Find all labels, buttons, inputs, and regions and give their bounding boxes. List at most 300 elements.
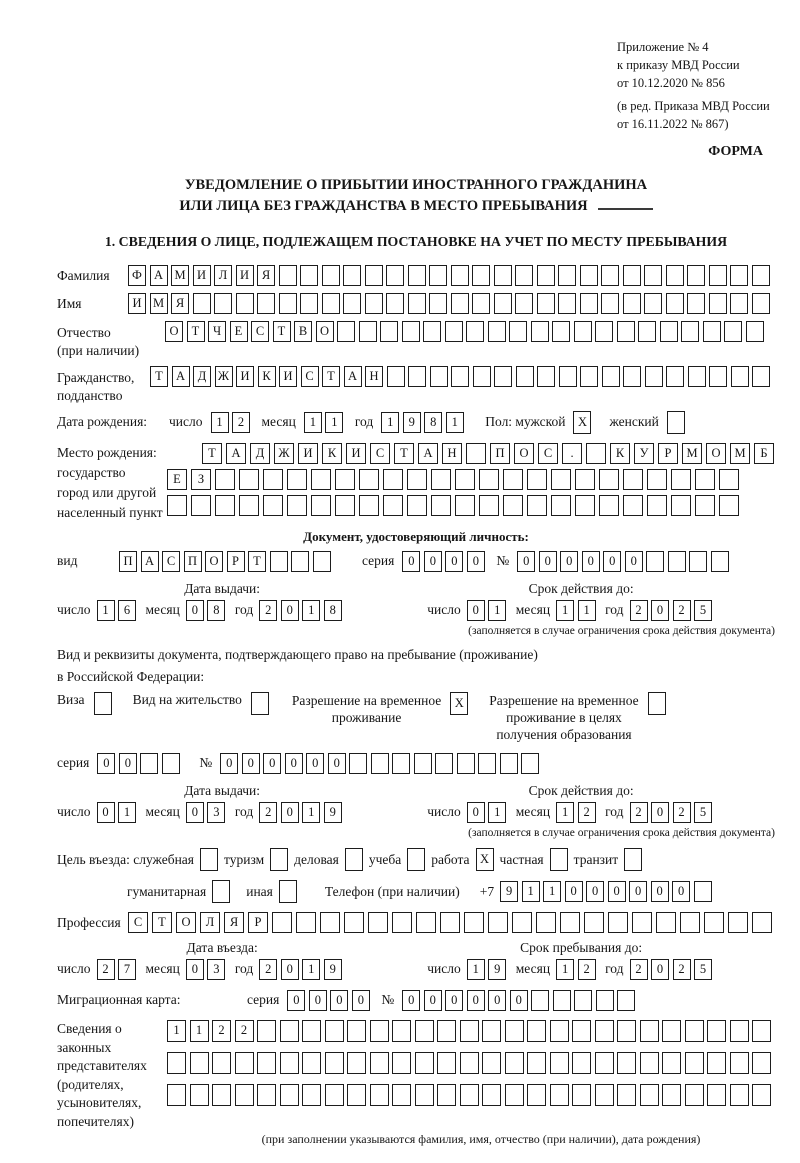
form-cell[interactable] bbox=[280, 1020, 299, 1042]
form-cell[interactable] bbox=[429, 293, 447, 314]
form-cell[interactable] bbox=[335, 469, 355, 490]
form-cell[interactable]: 0 bbox=[263, 753, 281, 774]
form-cell[interactable] bbox=[719, 495, 739, 516]
form-cell[interactable] bbox=[451, 265, 469, 286]
form-cell[interactable] bbox=[668, 551, 686, 572]
form-cell[interactable]: 1 bbox=[488, 802, 506, 823]
form-cell[interactable]: 2 bbox=[630, 802, 648, 823]
form-cell[interactable] bbox=[645, 366, 663, 387]
form-cell[interactable] bbox=[466, 321, 484, 342]
form-cell[interactable]: А bbox=[172, 366, 190, 387]
form-cell[interactable] bbox=[430, 366, 448, 387]
form-cell[interactable] bbox=[752, 1052, 771, 1074]
form-cell[interactable] bbox=[752, 366, 770, 387]
form-cell[interactable]: 0 bbox=[608, 881, 626, 902]
official-checkbox[interactable] bbox=[200, 848, 218, 871]
form-cell[interactable] bbox=[280, 1052, 299, 1074]
form-cell[interactable] bbox=[325, 1052, 344, 1074]
form-cell[interactable]: 0 bbox=[582, 551, 600, 572]
form-cell[interactable] bbox=[415, 1084, 434, 1106]
form-cell[interactable]: 0 bbox=[352, 990, 370, 1011]
form-cell[interactable] bbox=[617, 1084, 636, 1106]
form-cell[interactable] bbox=[730, 1084, 749, 1106]
form-cell[interactable]: 2 bbox=[673, 802, 691, 823]
form-cell[interactable]: Я bbox=[257, 265, 275, 286]
form-cell[interactable] bbox=[574, 990, 592, 1011]
form-cell[interactable] bbox=[167, 1084, 186, 1106]
form-cell[interactable]: 2 bbox=[630, 959, 648, 980]
form-cell[interactable] bbox=[270, 848, 288, 871]
form-cell[interactable] bbox=[695, 495, 715, 516]
form-cell[interactable]: 1 bbox=[446, 412, 464, 433]
form-cell[interactable]: 9 bbox=[500, 881, 518, 902]
form-cell[interactable]: 8 bbox=[324, 600, 342, 621]
form-cell[interactable] bbox=[752, 1020, 771, 1042]
form-cell[interactable] bbox=[473, 366, 491, 387]
form-cell[interactable] bbox=[509, 321, 527, 342]
form-cell[interactable] bbox=[580, 265, 598, 286]
form-cell[interactable]: 0 bbox=[560, 551, 578, 572]
form-cell[interactable] bbox=[551, 495, 571, 516]
form-cell[interactable] bbox=[437, 1052, 456, 1074]
form-cell[interactable]: П bbox=[119, 551, 137, 572]
form-cell[interactable] bbox=[666, 366, 684, 387]
form-cell[interactable] bbox=[408, 366, 426, 387]
form-cell[interactable]: 1 bbox=[578, 600, 596, 621]
form-cell[interactable]: 5 bbox=[694, 959, 712, 980]
form-cell[interactable] bbox=[429, 265, 447, 286]
form-cell[interactable] bbox=[494, 265, 512, 286]
form-cell[interactable]: Я bbox=[224, 912, 244, 933]
form-cell[interactable] bbox=[335, 495, 355, 516]
form-cell[interactable]: 0 bbox=[309, 990, 327, 1011]
form-cell[interactable]: М bbox=[171, 265, 189, 286]
form-cell[interactable] bbox=[644, 265, 662, 286]
temp-residence-checkbox[interactable] bbox=[450, 692, 468, 715]
form-cell[interactable] bbox=[695, 469, 715, 490]
form-cell[interactable]: 1 bbox=[522, 881, 540, 902]
form-cell[interactable]: 9 bbox=[324, 959, 342, 980]
form-cell[interactable]: О bbox=[514, 443, 534, 464]
form-cell[interactable] bbox=[494, 293, 512, 314]
form-cell[interactable] bbox=[646, 551, 664, 572]
form-cell[interactable] bbox=[313, 551, 331, 572]
form-cell[interactable]: 0 bbox=[424, 551, 442, 572]
form-cell[interactable] bbox=[322, 265, 340, 286]
form-cell[interactable] bbox=[730, 1052, 749, 1074]
form-cell[interactable]: 0 bbox=[186, 959, 204, 980]
form-cell[interactable] bbox=[527, 1084, 546, 1106]
form-cell[interactable]: 0 bbox=[281, 802, 299, 823]
form-cell[interactable] bbox=[482, 1020, 501, 1042]
form-cell[interactable] bbox=[472, 293, 490, 314]
form-cell[interactable] bbox=[257, 1084, 276, 1106]
form-cell[interactable]: X bbox=[450, 692, 468, 715]
form-cell[interactable] bbox=[559, 366, 577, 387]
form-cell[interactable]: . bbox=[562, 443, 582, 464]
form-cell[interactable]: 0 bbox=[119, 753, 137, 774]
form-cell[interactable]: И bbox=[279, 366, 297, 387]
form-cell[interactable] bbox=[435, 753, 453, 774]
form-cell[interactable] bbox=[311, 495, 331, 516]
form-cell[interactable] bbox=[730, 265, 748, 286]
form-cell[interactable] bbox=[445, 321, 463, 342]
form-cell[interactable] bbox=[392, 912, 412, 933]
form-cell[interactable] bbox=[531, 990, 549, 1011]
form-cell[interactable]: А bbox=[418, 443, 438, 464]
form-cell[interactable]: И bbox=[236, 366, 254, 387]
form-cell[interactable] bbox=[466, 443, 486, 464]
form-cell[interactable]: 2 bbox=[578, 959, 596, 980]
form-cell[interactable]: 1 bbox=[556, 600, 574, 621]
form-cell[interactable] bbox=[368, 912, 388, 933]
form-cell[interactable]: 0 bbox=[306, 753, 324, 774]
form-cell[interactable] bbox=[215, 495, 235, 516]
form-cell[interactable]: Ч bbox=[208, 321, 226, 342]
form-cell[interactable] bbox=[392, 1084, 411, 1106]
form-cell[interactable] bbox=[648, 692, 666, 715]
form-cell[interactable]: 2 bbox=[673, 959, 691, 980]
form-cell[interactable] bbox=[383, 495, 403, 516]
form-cell[interactable]: 1 bbox=[325, 412, 343, 433]
form-cell[interactable] bbox=[572, 1084, 591, 1106]
form-cell[interactable]: 1 bbox=[556, 959, 574, 980]
form-cell[interactable]: 3 bbox=[207, 802, 225, 823]
form-cell[interactable] bbox=[370, 1020, 389, 1042]
male-checkbox[interactable] bbox=[573, 411, 591, 434]
form-cell[interactable]: Т bbox=[273, 321, 291, 342]
form-cell[interactable]: 0 bbox=[510, 990, 528, 1011]
form-cell[interactable]: 0 bbox=[424, 990, 442, 1011]
form-cell[interactable] bbox=[527, 1052, 546, 1074]
form-cell[interactable] bbox=[599, 469, 619, 490]
form-cell[interactable] bbox=[584, 912, 604, 933]
form-cell[interactable]: 0 bbox=[97, 802, 115, 823]
form-cell[interactable]: Ж bbox=[274, 443, 294, 464]
form-cell[interactable] bbox=[599, 495, 619, 516]
form-cell[interactable] bbox=[494, 366, 512, 387]
residence-permit-checkbox[interactable] bbox=[251, 692, 269, 715]
form-cell[interactable]: М bbox=[682, 443, 702, 464]
form-cell[interactable]: 6 bbox=[118, 600, 136, 621]
form-cell[interactable] bbox=[688, 366, 706, 387]
form-cell[interactable]: 0 bbox=[402, 551, 420, 572]
form-cell[interactable]: 1 bbox=[211, 412, 229, 433]
form-cell[interactable] bbox=[191, 495, 211, 516]
form-cell[interactable]: Н bbox=[442, 443, 462, 464]
form-cell[interactable] bbox=[190, 1084, 209, 1106]
form-cell[interactable]: С bbox=[162, 551, 180, 572]
form-cell[interactable] bbox=[423, 321, 441, 342]
form-cell[interactable] bbox=[235, 1052, 254, 1074]
form-cell[interactable]: 1 bbox=[302, 802, 320, 823]
form-cell[interactable]: 1 bbox=[467, 959, 485, 980]
form-cell[interactable] bbox=[431, 495, 451, 516]
form-cell[interactable] bbox=[272, 912, 292, 933]
form-cell[interactable]: С bbox=[301, 366, 319, 387]
form-cell[interactable]: Ф bbox=[128, 265, 146, 286]
form-cell[interactable] bbox=[344, 912, 364, 933]
form-cell[interactable] bbox=[580, 366, 598, 387]
form-cell[interactable] bbox=[730, 1020, 749, 1042]
form-cell[interactable] bbox=[601, 265, 619, 286]
form-cell[interactable]: Л bbox=[200, 912, 220, 933]
form-cell[interactable] bbox=[666, 293, 684, 314]
form-cell[interactable]: Т bbox=[187, 321, 205, 342]
form-cell[interactable] bbox=[662, 1052, 681, 1074]
form-cell[interactable] bbox=[343, 265, 361, 286]
form-cell[interactable] bbox=[408, 265, 426, 286]
form-cell[interactable] bbox=[624, 848, 642, 871]
business-checkbox[interactable] bbox=[345, 848, 363, 871]
form-cell[interactable] bbox=[415, 1052, 434, 1074]
form-cell[interactable] bbox=[602, 366, 620, 387]
form-cell[interactable] bbox=[455, 469, 475, 490]
form-cell[interactable]: Л bbox=[214, 265, 232, 286]
form-cell[interactable] bbox=[460, 1084, 479, 1106]
form-cell[interactable] bbox=[455, 495, 475, 516]
form-cell[interactable] bbox=[257, 293, 275, 314]
form-cell[interactable]: Т bbox=[152, 912, 172, 933]
form-cell[interactable] bbox=[167, 495, 187, 516]
form-cell[interactable] bbox=[402, 321, 420, 342]
form-cell[interactable] bbox=[596, 990, 614, 1011]
form-cell[interactable]: 1 bbox=[304, 412, 322, 433]
form-cell[interactable] bbox=[167, 1052, 186, 1074]
form-cell[interactable] bbox=[731, 366, 749, 387]
form-cell[interactable] bbox=[512, 912, 532, 933]
form-cell[interactable]: И bbox=[298, 443, 318, 464]
form-cell[interactable]: П bbox=[490, 443, 510, 464]
form-cell[interactable]: 0 bbox=[97, 753, 115, 774]
form-cell[interactable] bbox=[347, 1052, 366, 1074]
transit-checkbox[interactable] bbox=[624, 848, 642, 871]
form-cell[interactable]: 1 bbox=[118, 802, 136, 823]
form-cell[interactable] bbox=[671, 469, 691, 490]
form-cell[interactable] bbox=[279, 293, 297, 314]
form-cell[interactable] bbox=[190, 1052, 209, 1074]
study-checkbox[interactable] bbox=[407, 848, 425, 871]
form-cell[interactable]: 0 bbox=[651, 802, 669, 823]
form-cell[interactable] bbox=[464, 912, 484, 933]
form-cell[interactable]: У bbox=[634, 443, 654, 464]
form-cell[interactable]: 8 bbox=[424, 412, 442, 433]
form-cell[interactable] bbox=[500, 753, 518, 774]
form-cell[interactable]: И bbox=[236, 265, 254, 286]
form-cell[interactable] bbox=[380, 321, 398, 342]
form-cell[interactable]: О bbox=[165, 321, 183, 342]
form-cell[interactable]: 0 bbox=[586, 881, 604, 902]
form-cell[interactable] bbox=[711, 551, 729, 572]
form-cell[interactable] bbox=[689, 551, 707, 572]
form-cell[interactable]: X bbox=[573, 411, 591, 434]
form-cell[interactable] bbox=[370, 1084, 389, 1106]
form-cell[interactable] bbox=[660, 321, 678, 342]
form-cell[interactable] bbox=[505, 1084, 524, 1106]
form-cell[interactable] bbox=[601, 293, 619, 314]
form-cell[interactable]: 0 bbox=[242, 753, 260, 774]
form-cell[interactable]: Н bbox=[365, 366, 383, 387]
form-cell[interactable] bbox=[572, 1052, 591, 1074]
form-cell[interactable] bbox=[140, 753, 158, 774]
form-cell[interactable]: 1 bbox=[167, 1020, 186, 1042]
form-cell[interactable] bbox=[263, 495, 283, 516]
form-cell[interactable] bbox=[550, 1020, 569, 1042]
form-cell[interactable] bbox=[263, 469, 283, 490]
form-cell[interactable]: З bbox=[191, 469, 211, 490]
form-cell[interactable] bbox=[505, 1052, 524, 1074]
form-cell[interactable]: 0 bbox=[539, 551, 557, 572]
form-cell[interactable] bbox=[752, 293, 770, 314]
form-cell[interactable]: Ж bbox=[215, 366, 233, 387]
form-cell[interactable]: 0 bbox=[330, 990, 348, 1011]
form-cell[interactable]: 0 bbox=[281, 959, 299, 980]
form-cell[interactable]: 0 bbox=[186, 802, 204, 823]
form-cell[interactable]: Д bbox=[193, 366, 211, 387]
form-cell[interactable]: 1 bbox=[302, 600, 320, 621]
form-cell[interactable] bbox=[416, 912, 436, 933]
form-cell[interactable] bbox=[632, 912, 652, 933]
form-cell[interactable] bbox=[515, 293, 533, 314]
form-cell[interactable] bbox=[392, 1020, 411, 1042]
form-cell[interactable] bbox=[527, 495, 547, 516]
form-cell[interactable]: 1 bbox=[190, 1020, 209, 1042]
form-cell[interactable] bbox=[527, 1020, 546, 1042]
form-cell[interactable]: 2 bbox=[97, 959, 115, 980]
form-cell[interactable] bbox=[694, 881, 712, 902]
form-cell[interactable]: Т bbox=[394, 443, 414, 464]
form-cell[interactable] bbox=[623, 265, 641, 286]
form-cell[interactable]: 5 bbox=[694, 600, 712, 621]
form-cell[interactable] bbox=[451, 293, 469, 314]
form-cell[interactable] bbox=[359, 321, 377, 342]
form-cell[interactable] bbox=[212, 1084, 231, 1106]
form-cell[interactable]: 0 bbox=[651, 881, 669, 902]
form-cell[interactable] bbox=[680, 912, 700, 933]
form-cell[interactable] bbox=[575, 495, 595, 516]
form-cell[interactable] bbox=[270, 551, 288, 572]
form-cell[interactable] bbox=[408, 293, 426, 314]
form-cell[interactable] bbox=[200, 848, 218, 871]
form-cell[interactable] bbox=[359, 495, 379, 516]
form-cell[interactable] bbox=[257, 1020, 276, 1042]
form-cell[interactable] bbox=[302, 1020, 321, 1042]
form-cell[interactable] bbox=[671, 495, 691, 516]
form-cell[interactable] bbox=[347, 1084, 366, 1106]
form-cell[interactable] bbox=[280, 1084, 299, 1106]
form-cell[interactable]: 0 bbox=[445, 990, 463, 1011]
form-cell[interactable]: 0 bbox=[445, 551, 463, 572]
form-cell[interactable] bbox=[685, 1052, 704, 1074]
form-cell[interactable] bbox=[479, 495, 499, 516]
form-cell[interactable]: 2 bbox=[259, 802, 277, 823]
form-cell[interactable]: Т bbox=[248, 551, 266, 572]
form-cell[interactable] bbox=[365, 293, 383, 314]
form-cell[interactable] bbox=[730, 293, 748, 314]
form-cell[interactable] bbox=[407, 469, 427, 490]
form-cell[interactable] bbox=[347, 1020, 366, 1042]
form-cell[interactable] bbox=[345, 848, 363, 871]
form-cell[interactable] bbox=[550, 1052, 569, 1074]
form-cell[interactable] bbox=[638, 321, 656, 342]
form-cell[interactable] bbox=[709, 265, 727, 286]
form-cell[interactable]: Е bbox=[167, 469, 187, 490]
form-cell[interactable] bbox=[709, 366, 727, 387]
form-cell[interactable] bbox=[687, 293, 705, 314]
form-cell[interactable] bbox=[482, 1052, 501, 1074]
form-cell[interactable] bbox=[527, 469, 547, 490]
form-cell[interactable] bbox=[617, 1020, 636, 1042]
form-cell[interactable]: Д bbox=[250, 443, 270, 464]
form-cell[interactable]: 5 bbox=[694, 802, 712, 823]
form-cell[interactable] bbox=[457, 753, 475, 774]
form-cell[interactable] bbox=[279, 880, 297, 903]
form-cell[interactable] bbox=[595, 1084, 614, 1106]
form-cell[interactable] bbox=[623, 495, 643, 516]
form-cell[interactable] bbox=[550, 848, 568, 871]
form-cell[interactable] bbox=[239, 495, 259, 516]
form-cell[interactable]: А bbox=[141, 551, 159, 572]
form-cell[interactable] bbox=[681, 321, 699, 342]
form-cell[interactable] bbox=[552, 321, 570, 342]
form-cell[interactable]: А bbox=[226, 443, 246, 464]
form-cell[interactable]: Т bbox=[322, 366, 340, 387]
humanitarian-checkbox[interactable] bbox=[212, 880, 230, 903]
form-cell[interactable] bbox=[488, 912, 508, 933]
form-cell[interactable] bbox=[300, 265, 318, 286]
form-cell[interactable] bbox=[236, 293, 254, 314]
form-cell[interactable] bbox=[558, 265, 576, 286]
form-cell[interactable] bbox=[370, 1052, 389, 1074]
form-cell[interactable] bbox=[656, 912, 676, 933]
form-cell[interactable] bbox=[325, 1084, 344, 1106]
form-cell[interactable] bbox=[521, 753, 539, 774]
form-cell[interactable] bbox=[623, 469, 643, 490]
form-cell[interactable] bbox=[644, 293, 662, 314]
form-cell[interactable]: О bbox=[706, 443, 726, 464]
form-cell[interactable]: 9 bbox=[403, 412, 421, 433]
form-cell[interactable] bbox=[349, 753, 367, 774]
form-cell[interactable] bbox=[460, 1052, 479, 1074]
form-cell[interactable] bbox=[322, 293, 340, 314]
form-cell[interactable]: 3 bbox=[207, 959, 225, 980]
form-cell[interactable] bbox=[617, 990, 635, 1011]
form-cell[interactable] bbox=[251, 692, 269, 715]
other-checkbox[interactable] bbox=[279, 880, 297, 903]
form-cell[interactable] bbox=[415, 1020, 434, 1042]
form-cell[interactable]: С bbox=[251, 321, 269, 342]
form-cell[interactable]: М bbox=[150, 293, 168, 314]
form-cell[interactable] bbox=[752, 1084, 771, 1106]
form-cell[interactable] bbox=[287, 495, 307, 516]
form-cell[interactable] bbox=[482, 1084, 501, 1106]
form-cell[interactable] bbox=[437, 1020, 456, 1042]
form-cell[interactable]: 1 bbox=[556, 802, 574, 823]
form-cell[interactable] bbox=[488, 321, 506, 342]
work-checkbox[interactable] bbox=[476, 848, 494, 871]
form-cell[interactable] bbox=[580, 293, 598, 314]
form-cell[interactable]: 1 bbox=[302, 959, 320, 980]
form-cell[interactable] bbox=[414, 753, 432, 774]
form-cell[interactable]: 0 bbox=[625, 551, 643, 572]
form-cell[interactable] bbox=[343, 293, 361, 314]
form-cell[interactable] bbox=[724, 321, 742, 342]
form-cell[interactable] bbox=[472, 265, 490, 286]
form-cell[interactable] bbox=[505, 1020, 524, 1042]
form-cell[interactable] bbox=[478, 753, 496, 774]
form-cell[interactable]: 9 bbox=[324, 802, 342, 823]
form-cell[interactable] bbox=[215, 469, 235, 490]
